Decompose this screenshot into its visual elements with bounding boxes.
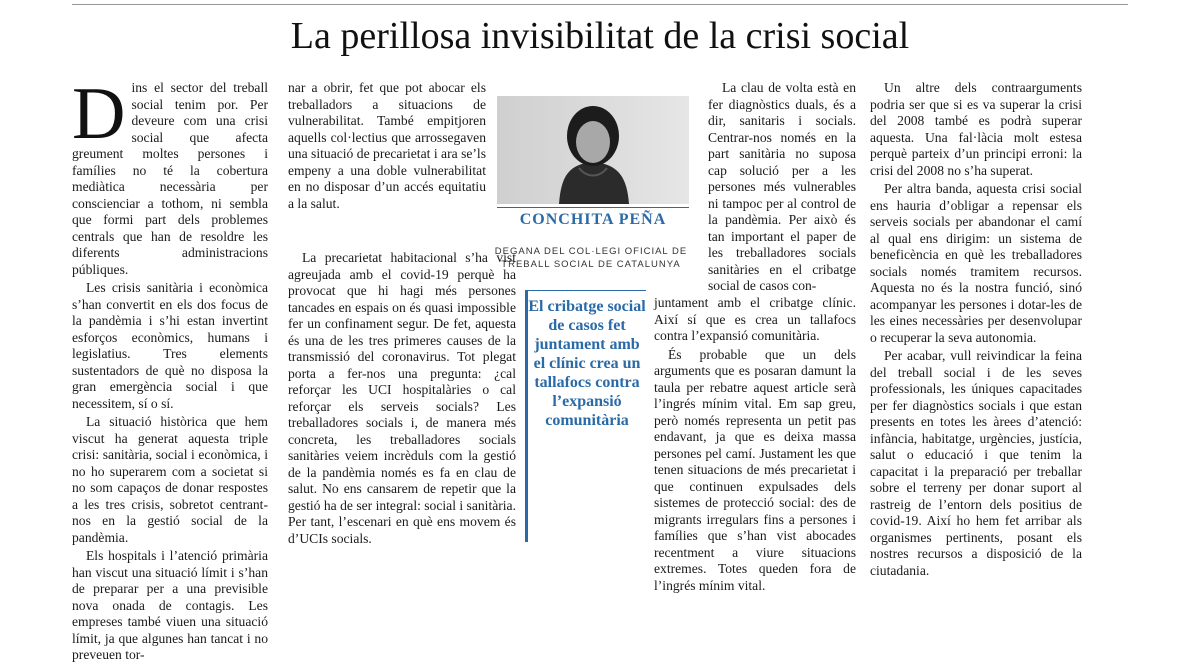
- column-2-continued: [288, 250, 516, 547]
- drop-cap: D: [72, 73, 126, 155]
- author-name: CONCHITA PEÑA: [497, 207, 689, 229]
- paragraph: És probable que un dels arguments que es posaran damunt la taula per rebatre aquest article serà l’ingrés mínim vital. Em sap greu, però només representa un petit pas endavant, ja que es deixa massa persones pel camí. Justament les que tenen situacions de més precarietat i que continuen expulsades dels sistemes de protecció social: des de migrants irregulars fins a persones i famílies que s’han vist abocades recentment a viure situacions extremes. Totes queden fora de l’ingrés mínim vital.: [654, 346, 856, 593]
- paragraph: Un altre dels contraarguments podria ser que si es va superar la crisi del 2008 també es podrà superar aquesta. Una fal·làcia molt estesa perquè parteix d’un principi erroni: la crisi del 2008 no s’ha superat.: [870, 80, 1082, 178]
- column-3: [708, 80, 856, 295]
- paragraph: Els hospitals i l’atenció primària han viscut una situació límit i s’han de preparar per a una previsible nova onada de contagis. Les empreses també viuen una situació límit, ja que algunes han tancat i no preveuen tor-: [72, 548, 268, 662]
- column-3-continued: [654, 295, 856, 594]
- author-portrait: [497, 96, 689, 204]
- paragraph-text: ins el sector del treball social tenim por. Per deveure com una crisi social que afecta greument moltes persones i famílies no té la cobertura mediàtica necessària per conscienciar a tothom, ni sembla que formi part dels problemes centrals que han de resoldre les diferents administracions públiques.: [72, 80, 268, 277]
- paragraph: [72, 73, 268, 278]
- paragraph: nar a obrir, fet que pot abocar els treballadors a situacions de vulnerabilitat. També empitjoren aquells col·lectius que arrossegaven una situació de precarietat i ara se’ls empeny a una doble vulnerabilitat en no disposar d’un accés equitatiu a la salut.: [288, 80, 486, 211]
- paragraph: Per altra banda, aquesta crisi social ens hauria d’obligar a repensar els serveis socials per abandonar el camí al qual ens dirigim: un sistema de beneficència en què les treballadores socials només tramitem recursos. Aquesta no és la nostra funció, sinó acompanyar les persones i dotar-les de les eines necessàries per desenvolupar o recuperar la seva autonomia.: [870, 181, 1082, 345]
- portrait-image: [497, 96, 689, 204]
- author-role-line: TREBALL SOCIAL DE CATALUNYA: [501, 259, 681, 270]
- headline: La perillosa invisibilitat de la crisi social: [290, 15, 910, 57]
- paragraph: La clau de volta està en fer diagnòstics duals, és a dir, sanitaris i socials. Centrar-nos només en la part sanitària no suposa cap solució per a les persones més vulnerables ni tampoc per al control de la pandèmia. Per això és tan important el paper de les treballadores socials sanitàries en el cribatge social de casos con-: [708, 80, 856, 293]
- paragraph: La situació històrica que hem viscut ha generat aquesta triple crisi: sanitària, social i econòmica, i no ho superarem com a societat si no som capaços de donar respostes a les tres crisis, sobretot centrant-nos en la gestió social de la pandèmia.: [72, 414, 268, 545]
- column-1: [72, 73, 268, 664]
- paragraph: La precarietat habitacional s’ha vist agreujada amb el covid-19 perquè ha provocat que hi hagi més persones tancades en espais on és quasi impossible fer un confinament segur. De fet, aquesta és una de les tres primeres causes de la transmissió del coronavirus. Tot plegat porta a fer-nos una pregunta: ¿cal reforçar les UCI hospitalàries o cal reforçar els serveis socials? Les treballadores socials i, de manera més concreta, les treballadores socials sanitàries veiem incrèduls com la gestió de la pandèmia només es fa en clau de salut. No ens cansarem de repetir que la gestió ha de ser integral: social i sanitària. Per tant, l’escenari en què ens movem és d’UCIs socials.: [288, 250, 516, 546]
- top-rule: [72, 4, 1128, 5]
- column-4: [870, 80, 1082, 579]
- author-role: [474, 245, 708, 271]
- column-2: [288, 80, 486, 212]
- paragraph: Per acabar, vull reivindicar la feina del treball social i de les seves professionals, les úniques capacitades per fer diagnòstics socials i que estan presents en totes les àrees d’atenció: infància, habitatge, urgències, justícia, salut o educació i que tenim la capacitat i la preparació per treballar sobre el terreny per donar suport al rastreig de l’entorn dels positius de covid-19. Així ho hem fet arribar als organismes pertinents, posant els nostres recursos a disposició de la ciutadania.: [870, 348, 1082, 578]
- paragraph: juntament amb el cribatge clínic. Així sí que es crea un tallafocs contra l’expansió comunitària.: [654, 295, 856, 343]
- author-role-line: DEGANA DEL COL·LEGI OFICIAL DE: [494, 246, 688, 257]
- paragraph: Les crisis sanitària i econòmica s’han convertit en els dos focus de la pandèmia i s’hi estan invertint esforços econòmics, humans i legislatius. Tres elements sustentadors de què no disposa la gran emergència social i que necessitem, sí o sí.: [72, 280, 268, 411]
- pull-quote: El cribatge social de casos fet juntament amb el clínic crea un tallafocs contra l’expansió comunitària: [525, 290, 646, 542]
